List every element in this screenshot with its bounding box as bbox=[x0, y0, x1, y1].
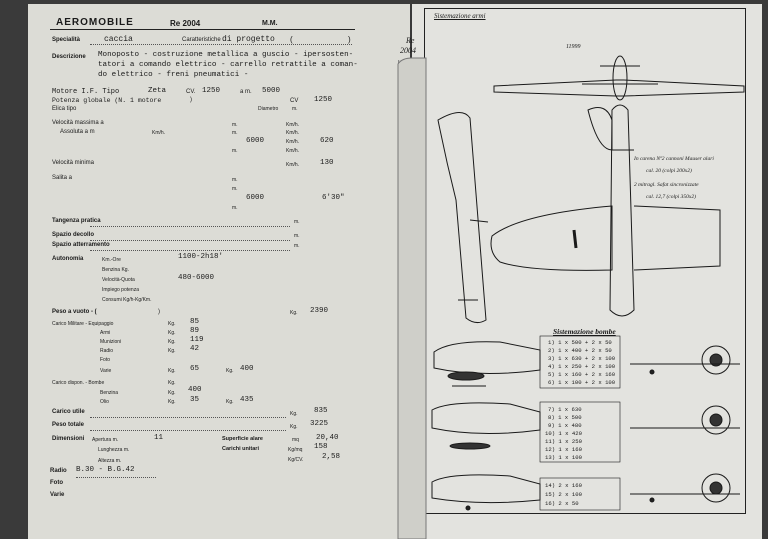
dispon-total: 435 bbox=[240, 396, 254, 404]
carichi-value: 158 bbox=[314, 443, 328, 451]
bomba-row-7: 7) 1 x 630 bbox=[548, 406, 582, 413]
dispon-value-1: 35 bbox=[190, 396, 200, 404]
bomba-row-11: 11) 1 x 250 bbox=[545, 438, 582, 445]
bomba-row-6: 6) 1 x 100 + 2 x 100 bbox=[548, 379, 616, 386]
salita-m-unit-3: m. bbox=[232, 205, 238, 211]
diametro-unit: m. bbox=[292, 106, 298, 112]
impiego-potenza-label: Impiego potenza bbox=[102, 287, 139, 293]
sistemazione-armi-title: Sistemazione armi bbox=[434, 12, 486, 20]
salita-quota: 6000 bbox=[246, 194, 265, 202]
bomb-profile-2 bbox=[432, 403, 540, 449]
carichi-unit: Kg/mq bbox=[288, 447, 303, 453]
bomba-row-5: 5) 1 x 160 + 2 x 160 bbox=[548, 371, 616, 378]
velocita-quota: 6000 bbox=[246, 137, 265, 145]
peso-a-vuoto-kg: Kg. bbox=[290, 310, 298, 316]
side-view bbox=[438, 112, 488, 322]
specialita-label: Specialità bbox=[52, 37, 81, 43]
radio-label: Radio bbox=[50, 468, 67, 474]
peso-totale-kg: Kg. bbox=[290, 424, 298, 430]
velocita-minima: 130 bbox=[320, 159, 334, 167]
velocita-kmh-4: Km/h. bbox=[286, 139, 300, 145]
velocita-kmh-5: Km/h. bbox=[286, 148, 300, 154]
tab-label-re: Re bbox=[406, 36, 415, 45]
peso-totale-label: Peso totale bbox=[52, 422, 85, 428]
plan-view-lower bbox=[491, 105, 720, 316]
militare-value-0: 85 bbox=[190, 318, 200, 326]
militare-label-3: Foto bbox=[100, 357, 111, 363]
tangenza-unit: m. bbox=[294, 219, 300, 225]
armi-note-3: 2 mitragl. Safat sincronizzate bbox=[634, 182, 699, 188]
dispon-kg-1: Kg. bbox=[168, 399, 176, 405]
militare-value-4: 65 bbox=[190, 365, 200, 373]
peso-totale-value: 3225 bbox=[310, 420, 329, 428]
drawing-number: 11999 bbox=[566, 44, 581, 50]
bomba-row-14: 14) 2 x 160 bbox=[545, 482, 582, 489]
velocita-max: 620 bbox=[320, 137, 334, 145]
militare-kg-0: Kg. bbox=[168, 321, 176, 327]
apertura-value: 11 bbox=[154, 434, 164, 442]
decollo-label: Spazio decollo bbox=[52, 232, 95, 238]
peso-a-vuoto-label: Peso a vuoto - ( bbox=[52, 309, 97, 315]
page-tab bbox=[398, 58, 426, 539]
potenza-value: 1250 bbox=[314, 96, 333, 104]
bomba-row-13: 13) 1 x 100 bbox=[545, 454, 582, 461]
bombe-table-group-2 bbox=[540, 402, 620, 462]
dispon-kg-0: Kg. bbox=[168, 390, 176, 396]
motore-cv: 1250 bbox=[202, 87, 221, 95]
velocita-quota-label: Velocità-Quota bbox=[102, 277, 135, 283]
bomba-row-10: 10) 1 x 420 bbox=[545, 430, 582, 437]
velocita-m-unit-1: m. bbox=[232, 122, 238, 128]
front-view-1 bbox=[630, 346, 740, 374]
bomba-row-4: 4) 1 x 250 + 2 x 100 bbox=[548, 363, 616, 370]
descrizione-line-2: tatori a comando elettrico - carrello retrattile a coman- bbox=[98, 61, 358, 69]
militare-total-kg: Kg. bbox=[226, 368, 234, 374]
consumi-label: Consumi Kg/h-Kg/Km. bbox=[102, 297, 152, 303]
dispon-label-0: Benzina bbox=[100, 390, 119, 396]
velocita-kmh-6: Km/h. bbox=[286, 162, 300, 168]
salita-label: Salita a bbox=[52, 175, 73, 181]
kgcv-value: 2,58 bbox=[322, 453, 341, 461]
armi-note-2: cal. 20 (colpi 200x2) bbox=[646, 168, 692, 174]
militare-total: 400 bbox=[240, 365, 254, 373]
atterramento-unit: m. bbox=[294, 243, 300, 249]
tangenza-label: Tangenza pratica bbox=[52, 218, 101, 224]
descrizione-line-1: Monoposto - costruzione metallica a guscio - ipersosten- bbox=[98, 51, 354, 59]
superficie-value: 20,40 bbox=[316, 434, 339, 442]
motore-label: Motore I.F. Tipo bbox=[52, 88, 120, 96]
foto-label: Foto bbox=[50, 480, 63, 486]
tab-label-model: 2004 bbox=[400, 46, 416, 55]
altezza-label: Altezza m. bbox=[98, 458, 122, 464]
descrizione-line-3: do elettrico - freni pneumatici - bbox=[98, 71, 249, 79]
bomba-row-16: 16) 2 x 50 bbox=[545, 500, 579, 507]
militare-kg-4: Kg. bbox=[168, 368, 176, 374]
velocita-max-label: Velocità massima a bbox=[52, 120, 104, 126]
armi-note-4: cal. 12,7 (colpi 350x2) bbox=[646, 194, 696, 200]
paren-open: ( bbox=[290, 35, 293, 44]
front-view-3 bbox=[630, 474, 740, 502]
salita-m-unit-1: m. bbox=[232, 177, 238, 183]
bomb-profile-1 bbox=[434, 342, 540, 386]
dimensioni-label: Dimensioni bbox=[52, 436, 85, 442]
militare-kg-3: Kg. bbox=[168, 348, 176, 354]
militare-kg-1: Kg. bbox=[168, 330, 176, 336]
varie-label: Varie bbox=[50, 492, 65, 498]
militare-value-2: 119 bbox=[190, 336, 204, 344]
velocita-quota-value: 480-6000 bbox=[178, 274, 215, 282]
plan-view-upper bbox=[494, 56, 744, 100]
sistemazione-bombe-title: Sistemazione bombe bbox=[553, 327, 616, 336]
autonomia-kmore: Km.-Ore bbox=[102, 257, 121, 263]
elica-label: Elica tipo bbox=[52, 106, 77, 112]
bomba-row-1: 1) 1 x 500 + 2 x 50 bbox=[548, 339, 612, 346]
descrizione-label: Descrizione bbox=[52, 54, 86, 60]
velocita-kmh-2: Km/h. bbox=[152, 130, 166, 136]
peso-a-vuoto-close: ) bbox=[158, 309, 160, 315]
front-view-2 bbox=[630, 406, 740, 434]
bombe-table-group-3 bbox=[540, 478, 620, 510]
militare-label-0: Armi bbox=[100, 330, 111, 336]
bomba-row-3: 3) 1 x 630 + 2 x 100 bbox=[548, 355, 616, 362]
militare-value-3: 42 bbox=[190, 345, 200, 353]
bomba-row-9: 9) 1 x 480 bbox=[548, 422, 582, 429]
velocita-m-unit-3: m. bbox=[232, 148, 238, 154]
bomb-profile-3 bbox=[432, 475, 540, 510]
motore-m-label: a m. bbox=[240, 89, 252, 95]
velocita-m-unit-2: m. bbox=[232, 130, 238, 136]
carico-dispon-label: Carico dispon. - Bombe bbox=[52, 380, 105, 386]
benzina-kg-label: Benzina Kg. bbox=[102, 267, 129, 273]
carico-militare-label: Carico Militare - Equipaggio bbox=[52, 321, 114, 327]
carico-utile-kg: Kg. bbox=[290, 411, 298, 417]
motore-m: 5000 bbox=[262, 87, 281, 95]
sheet-title: AEROMOBILE bbox=[56, 17, 134, 28]
superficie-label: Superficie alare bbox=[222, 436, 263, 442]
model-name: Re 2004 bbox=[170, 19, 201, 28]
lunghezza-label: Lunghezza m. bbox=[98, 447, 130, 453]
armi-note-1: In carena Nº2 cannoni Mauser alari bbox=[634, 156, 714, 162]
motore-cv-label: CV. bbox=[186, 89, 196, 95]
caratteristiche-value: di progetto bbox=[222, 35, 275, 44]
kgcv-unit: Kg/CV. bbox=[288, 457, 304, 463]
radio-value: B.30 - B.G.42 bbox=[76, 466, 135, 474]
bomba-row-12: 12) 1 x 160 bbox=[545, 446, 582, 453]
salita-m-unit-2: m. bbox=[232, 186, 238, 192]
decollo-unit: m. bbox=[294, 233, 300, 239]
militare-value-1: 89 bbox=[190, 327, 200, 335]
bomba-row-8: 8) 1 x 500 bbox=[548, 414, 582, 421]
specialita-value: caccia bbox=[104, 35, 133, 44]
dispon-value-0: 400 bbox=[188, 386, 202, 394]
militare-kg-2: Kg. bbox=[168, 339, 176, 345]
potenza-label: Potenza globale (N. 1 motore bbox=[52, 97, 162, 104]
potenza-cv-label: CV bbox=[290, 98, 299, 104]
caratteristiche-label: Caratteristiche bbox=[182, 37, 221, 43]
velocita-minima-label: Velocità minima bbox=[52, 160, 95, 166]
salita-tempo: 6'30" bbox=[322, 194, 345, 202]
superficie-unit: mq bbox=[292, 437, 299, 443]
velocita-kmh-3: Km/h. bbox=[286, 130, 300, 136]
atterramento-label: Spazio atterramento bbox=[52, 242, 110, 248]
militare-label-2: Radio bbox=[100, 348, 114, 354]
carico-utile-value: 835 bbox=[314, 407, 328, 415]
maker: M.M. bbox=[262, 20, 278, 27]
dispon-label-1: Olio bbox=[100, 399, 109, 405]
autonomia-value: 1100-2h18' bbox=[178, 253, 224, 261]
militare-label-1: Munizioni bbox=[100, 339, 122, 345]
diametro-label: Diametro bbox=[258, 106, 279, 112]
autonomia-label: Autonomia bbox=[52, 256, 84, 262]
assoluta-label: Assoluta a m bbox=[60, 129, 95, 135]
carichi-label: Carichi unitari bbox=[222, 446, 259, 452]
velocita-kmh-1: Km/h. bbox=[286, 122, 300, 128]
bombe-table-group-1 bbox=[540, 336, 620, 388]
apertura-label: Apertura m. bbox=[92, 437, 119, 443]
carico-utile-label: Carico utile bbox=[52, 409, 85, 415]
paren-close: ) bbox=[348, 35, 351, 44]
bomba-row-2: 2) 1 x 400 + 2 x 50 bbox=[548, 347, 612, 354]
peso-a-vuoto-value: 2390 bbox=[310, 307, 329, 315]
motore-tipo: Zeta bbox=[148, 87, 167, 95]
dispon-bombe-kg: Kg. bbox=[168, 380, 176, 386]
dispon-total-kg: Kg. bbox=[226, 399, 234, 405]
militare-label-4: Varie bbox=[100, 368, 112, 374]
bomba-row-15: 15) 2 x 100 bbox=[545, 491, 582, 498]
potenza-close: ) bbox=[190, 97, 192, 103]
